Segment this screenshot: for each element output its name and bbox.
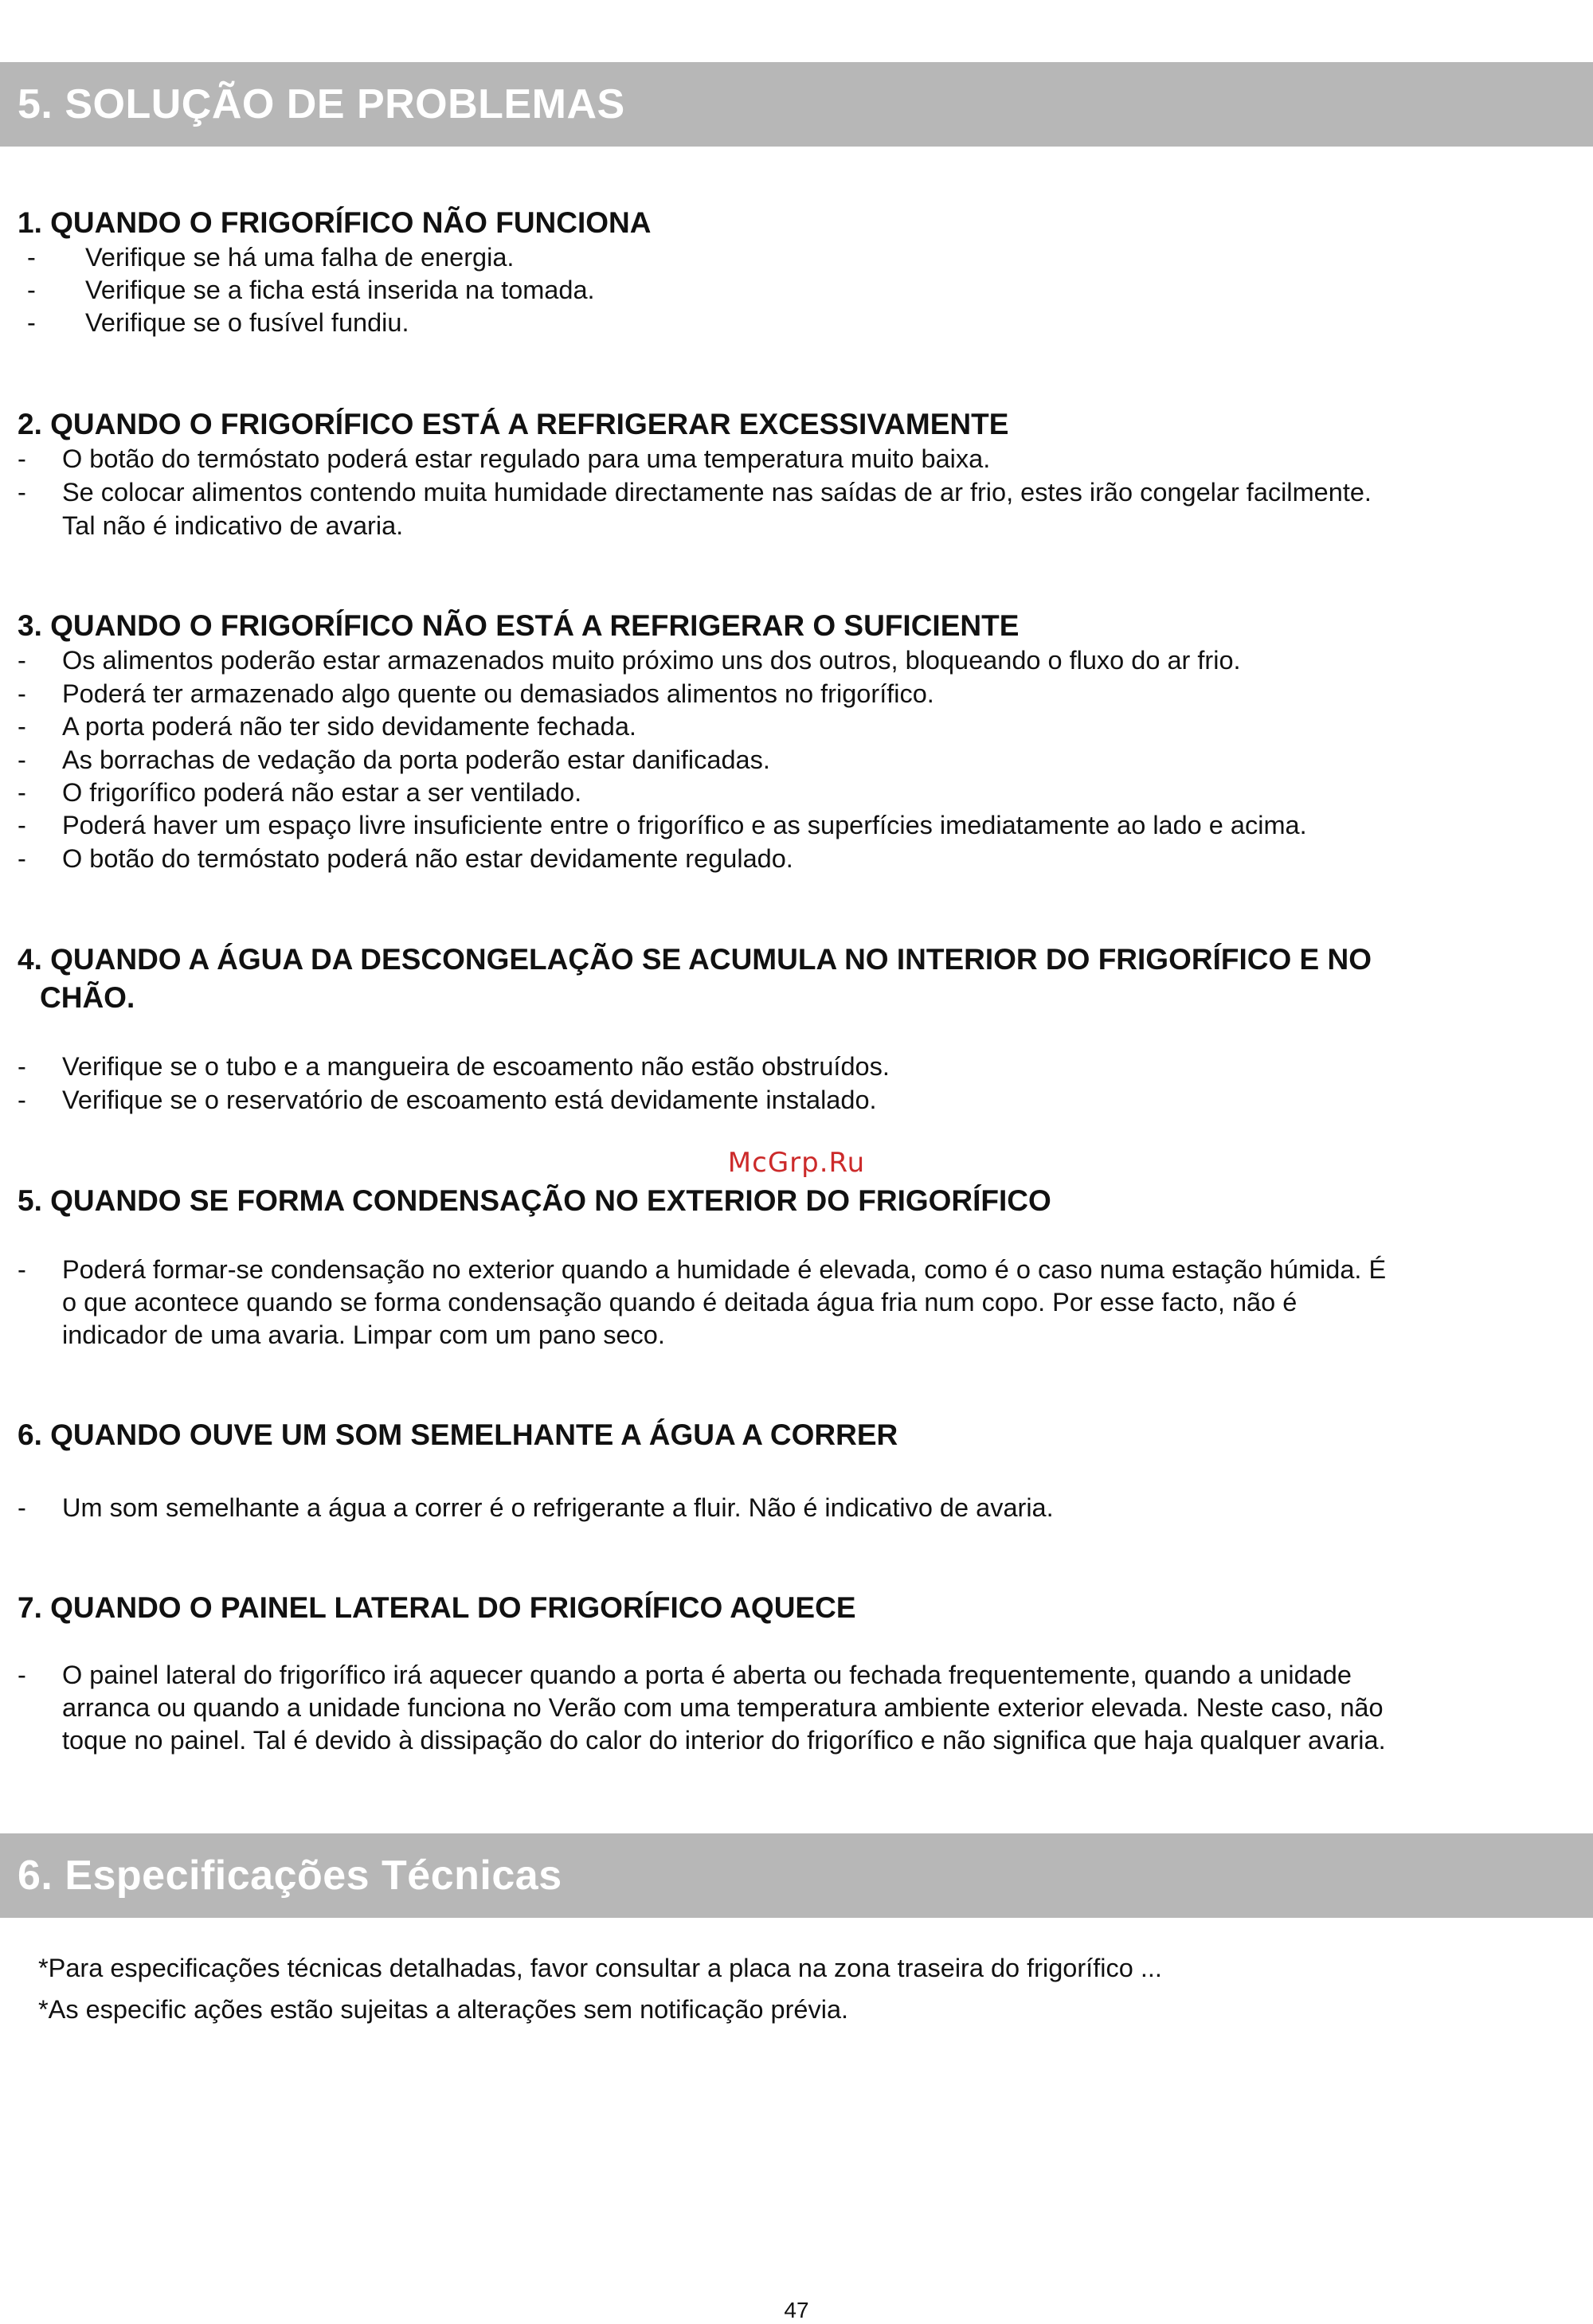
problem-7-item-1-cont-2: toque no painel. Tal é devido à dissipação do calor do interior do frigorífico e não significa que haja qualquer avaria. [62, 1726, 1386, 1755]
problem-3-item-5: O frigorífico poderá não estar a ser ventilado. [62, 778, 582, 807]
problem-3-item-3: A porta poderá não ter sido devidamente fechada. [62, 712, 636, 741]
bullet-dash: - [18, 646, 26, 675]
problem-5-item-1: Poderá formar-se condensação no exterior quando a humidade é elevada, como é o caso numa estação húmida. É [62, 1255, 1387, 1284]
section-6-banner: 6. Especificações Técnicas [0, 1833, 1593, 1918]
page-number: 47 [784, 2298, 809, 2322]
bullet-dash: - [18, 811, 26, 839]
problem-3-item-1: Os alimentos poderão estar armazenados muito próximo uns dos outros, bloqueando o fluxo do ar frio. [62, 646, 1241, 675]
bullet-dash: - [18, 1661, 26, 1689]
problem-2-item-2: Se colocar alimentos contendo muita humidade directamente nas saídas de ar frio, estes irão congelar facilmente. [62, 478, 1372, 507]
bullet-dash: - [18, 1493, 26, 1522]
problem-4-item-2: Verifique se o reservatório de escoamento está devidamente instalado. [62, 1086, 877, 1114]
problem-4-heading: 4. QUANDO A ÁGUA DA DESCONGELAÇÃO SE ACUMULA NO INTERIOR DO FRIGORÍFICO E NO [18, 943, 1372, 976]
problem-3-item-6: Poderá haver um espaço livre insuficiente entre o frigorífico e as superfícies imediatamente ao lado e acima. [62, 811, 1307, 839]
bullet-dash: - [18, 745, 26, 774]
problem-4-item-1: Verifique se o tubo e a mangueira de escoamento não estão obstruídos. [62, 1052, 890, 1081]
problem-3-item-4: As borrachas de vedação da porta poderão estar danificadas. [62, 745, 770, 774]
bullet-dash: - [18, 844, 26, 873]
problem-3-heading: 3. QUANDO O FRIGORÍFICO NÃO ESTÁ A REFRIGERAR O SUFICIENTE [18, 609, 1020, 642]
bullet-dash: - [18, 1052, 26, 1081]
bullet-dash: - [27, 243, 36, 272]
watermark-text: McGrp.Ru [727, 1147, 866, 1179]
bullet-dash: - [18, 1255, 26, 1284]
spec-note-2: *As especific ações estão sujeitas a alterações sem notificação prévia. [38, 1995, 849, 2024]
bullet-dash: - [18, 478, 26, 507]
problem-7-item-1: O painel lateral do frigorífico irá aquecer quando a porta é aberta ou fechada frequentemente, quando a unidade [62, 1661, 1352, 1689]
bullet-dash: - [18, 679, 26, 708]
problem-6-item-1: Um som semelhante a água a correr é o refrigerante a fluir. Não é indicativo de avaria. [62, 1493, 1054, 1522]
bullet-dash: - [18, 444, 26, 473]
problem-3-item-2: Poderá ter armazenado algo quente ou demasiados alimentos no frigorífico. [62, 679, 934, 708]
problem-7-item-1-cont-1: arranca ou quando a unidade funciona no Verão com uma temperatura ambiente exterior elevada. Neste caso, não [62, 1693, 1384, 1722]
problem-1-item-1: Verifique se há uma falha de energia. [85, 243, 515, 272]
problem-1-heading: 1. QUANDO O FRIGORÍFICO NÃO FUNCIONA [18, 206, 652, 239]
problem-5-item-1-cont-1: o que acontece quando se forma condensação quando é deitada água fria num copo. Por esse facto, não é [62, 1288, 1297, 1317]
bullet-dash: - [18, 712, 26, 741]
problem-4-heading-cont: CHÃO. [40, 981, 135, 1014]
problem-5-item-1-cont-2: indicador de uma avaria. Limpar com um pano seco. [62, 1320, 665, 1349]
section-5-banner: 5. SOLUÇÃO DE PROBLEMAS [0, 62, 1593, 147]
problem-2-item-1: O botão do termóstato poderá estar regulado para uma temperatura muito baixa. [62, 444, 991, 473]
bullet-dash: - [18, 1086, 26, 1114]
problem-2-heading: 2. QUANDO O FRIGORÍFICO ESTÁ A REFRIGERAR EXCESSIVAMENTE [18, 408, 1009, 440]
bullet-dash: - [27, 308, 36, 337]
problem-3-item-7: O botão do termóstato poderá não estar devidamente regulado. [62, 844, 793, 873]
bullet-dash: - [18, 778, 26, 807]
spec-note-1: *Para especificações técnicas detalhadas, favor consultar a placa na zona traseira do frigorífico ... [38, 1954, 1162, 1982]
problem-6-heading: 6. QUANDO OUVE UM SOM SEMELHANTE A ÁGUA A CORRER [18, 1418, 898, 1451]
bullet-dash: - [27, 276, 36, 304]
problem-2-item-2-cont: Tal não é indicativo de avaria. [62, 511, 404, 540]
problem-7-heading: 7. QUANDO O PAINEL LATERAL DO FRIGORÍFICO AQUECE [18, 1591, 856, 1624]
problem-5-heading: 5. QUANDO SE FORMA CONDENSAÇÃO NO EXTERIOR DO FRIGORÍFICO [18, 1184, 1051, 1217]
problem-1-item-3: Verifique se o fusível fundiu. [85, 308, 409, 337]
problem-1-item-2: Verifique se a ficha está inserida na tomada. [85, 276, 595, 304]
